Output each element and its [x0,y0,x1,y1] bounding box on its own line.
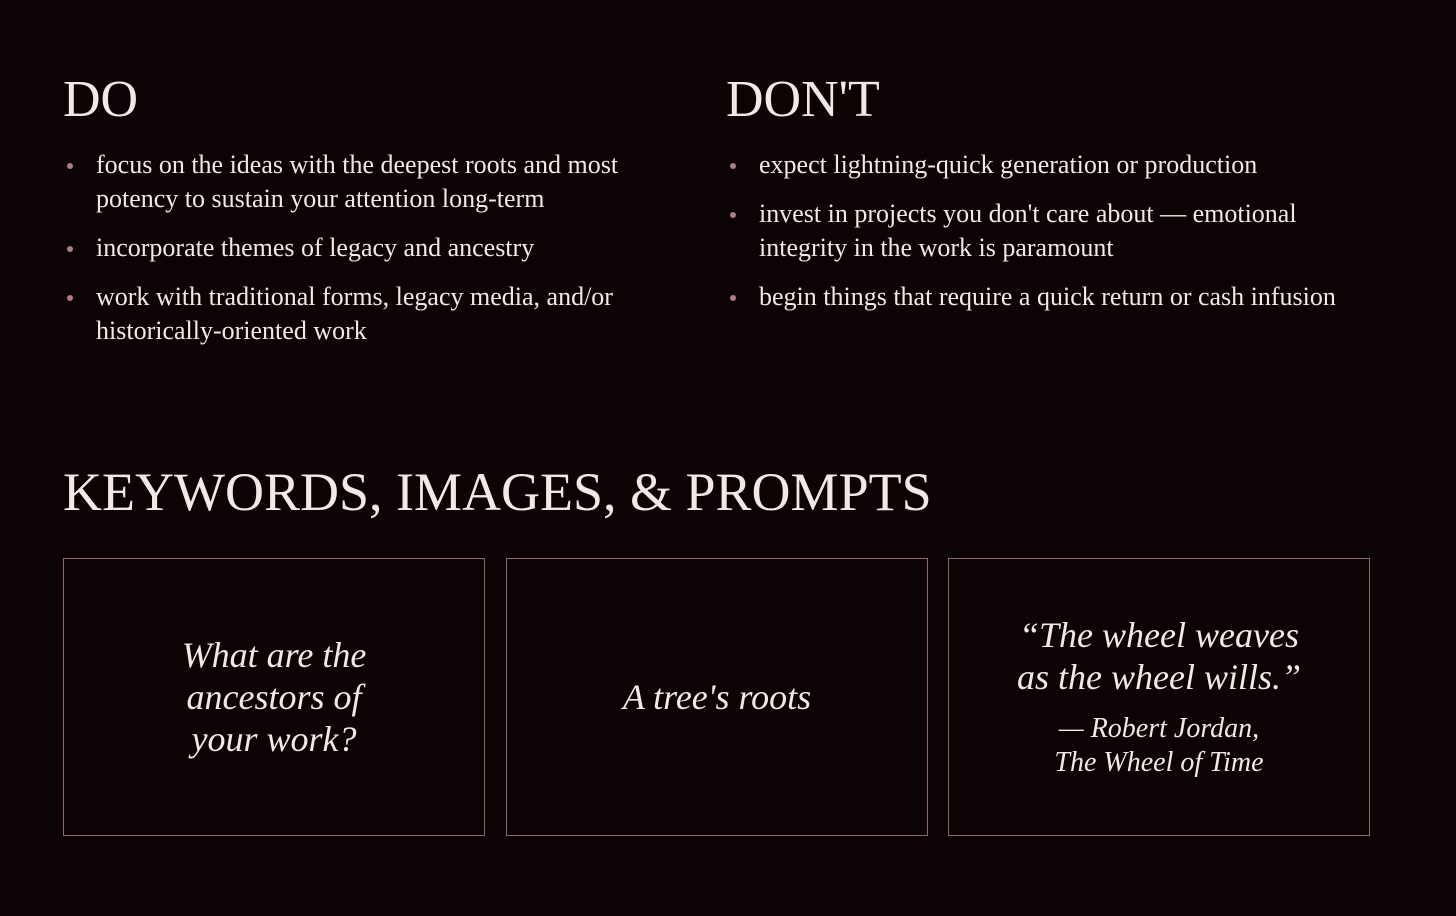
bullet-icon [730,295,736,301]
bullet-icon [67,295,73,301]
section-title: KEYWORDS, IMAGES, & PROMPTS [63,462,932,522]
quote-card [948,558,1370,836]
dont-list [726,148,1386,314]
bullet-icon [67,246,73,252]
dont-column [726,70,1386,329]
do-heading: DO [63,71,139,128]
do-item [63,148,703,216]
prompt-card [63,558,485,836]
bullet-icon [730,163,736,169]
bullet-icon [730,212,736,218]
do-item-text: incorporate themes of legacy and ancestry [96,233,535,262]
do-item-text: work with traditional forms, legacy media, and/or historically-oriented work [96,282,613,345]
dont-item-text: expect lightning-quick generation or production [759,150,1258,179]
do-column [63,70,703,363]
card-text: What are the ancestors of your work? [181,635,367,759]
dont-heading: DON'T [726,71,880,128]
do-item [63,231,703,265]
image-card [506,558,928,836]
do-item [63,280,703,348]
quote-attribution: — Robert Jordan, The Wheel of Time [1054,713,1264,778]
dont-item-text: invest in projects you don't care about — emotional integrity in the work is paramount [759,199,1297,262]
dont-item-text: begin things that require a quick return or cash infusion [759,282,1336,311]
do-item-text: focus on the ideas with the deepest roots and most potency to sustain your attention long-term [96,150,619,213]
card-text: A tree's roots [622,677,812,717]
bullet-icon [67,163,73,169]
dont-item [726,280,1386,314]
dont-item [726,197,1386,265]
dont-item [726,148,1386,182]
do-list [63,148,703,348]
quote-text: “The wheel weaves as the wheel wills.” [1016,615,1301,697]
